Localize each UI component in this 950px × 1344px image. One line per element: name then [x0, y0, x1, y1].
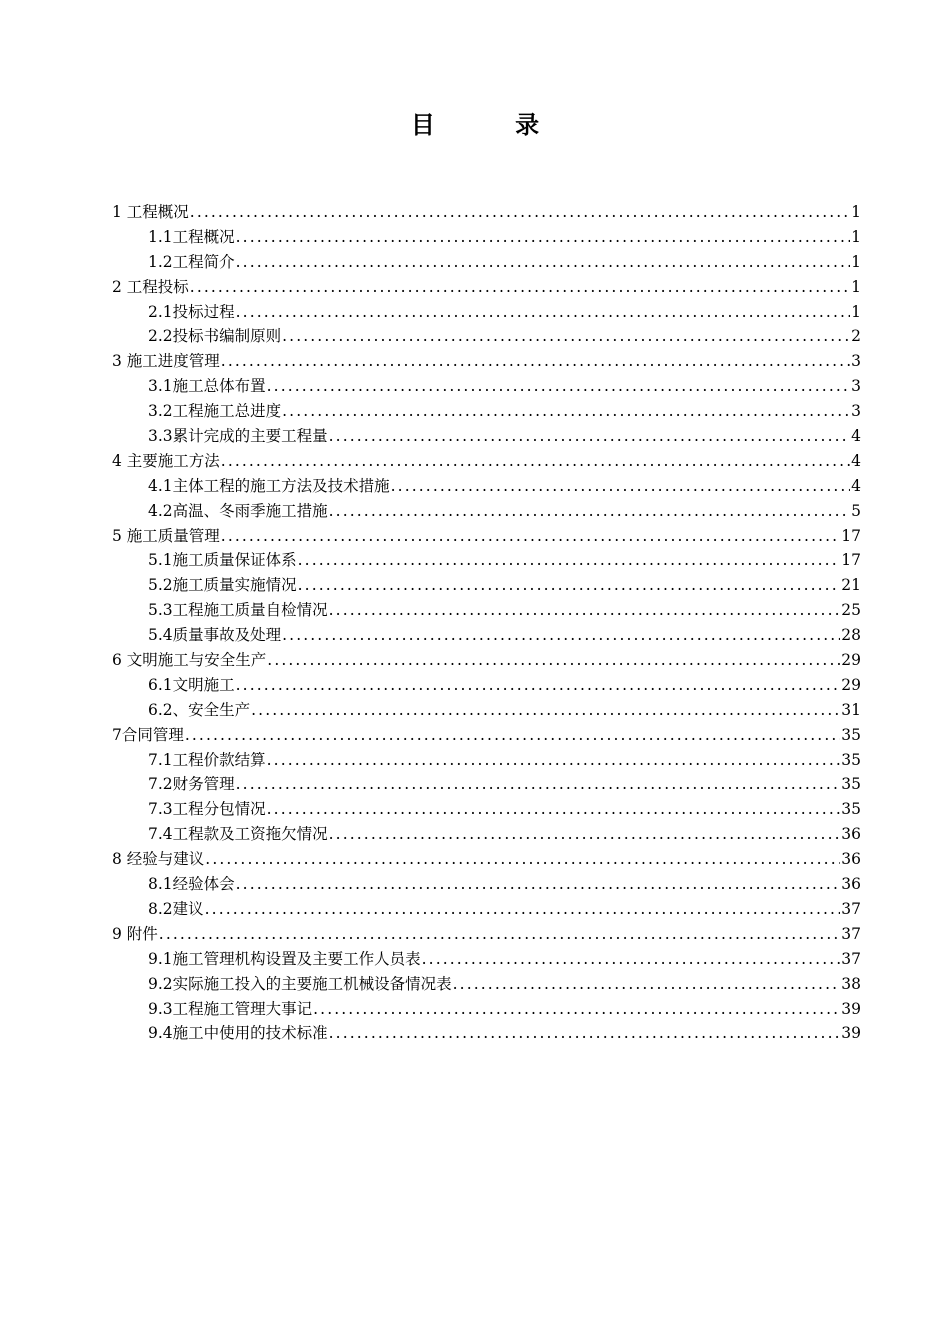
toc-entry-title: 8.2建议 — [148, 899, 204, 918]
toc-section-entry[interactable] — [112, 324, 861, 349]
toc-entry-title: 9.3工程施工管理大事记 — [148, 999, 313, 1018]
toc-section-entry[interactable] — [112, 474, 861, 499]
toc-page-number: 21 — [841, 576, 861, 595]
toc-entry-title: 7.3工程分包情况 — [148, 800, 266, 819]
toc-entry-title: 9.2实际施工投入的主要施工机械设备情况表 — [148, 974, 452, 993]
toc-entry-title: 5.4质量事故及处理 — [148, 626, 282, 645]
toc-section-entry[interactable] — [112, 623, 861, 648]
toc-section-entry[interactable] — [112, 300, 861, 325]
page-title: 目 录 — [410, 111, 576, 139]
toc-entry-title: 6 文明施工与安全生产 — [112, 651, 267, 670]
toc-section-entry[interactable] — [112, 748, 861, 773]
toc-section-entry[interactable] — [112, 673, 861, 698]
toc-page-number: 39 — [841, 1024, 861, 1043]
toc-dot-leader — [205, 897, 841, 922]
toc-dot-leader — [329, 822, 841, 847]
toc-entry-title: 1.2工程简介 — [148, 252, 235, 271]
toc-entry-title: 3.2工程施工总进度 — [148, 402, 282, 421]
toc-page-number: 25 — [841, 601, 861, 620]
toc-dot-leader — [282, 623, 840, 648]
toc-page-number: 38 — [841, 974, 861, 993]
toc-page-number: 36 — [841, 850, 861, 869]
toc-page-number: 28 — [841, 626, 861, 645]
table-of-contents — [112, 200, 861, 1046]
toc-page-number: 3 — [851, 377, 861, 396]
toc-entry-title: 1.1工程概况 — [148, 227, 235, 246]
toc-section-entry[interactable] — [112, 573, 861, 598]
toc-section-entry[interactable] — [112, 897, 861, 922]
toc-entry-title: 4 主要施工方法 — [112, 451, 220, 470]
toc-page-number: 17 — [841, 551, 861, 570]
toc-page-number: 29 — [841, 651, 861, 670]
toc-page-number: 36 — [841, 875, 861, 894]
toc-chapter-entry[interactable] — [112, 524, 861, 549]
toc-chapter-entry[interactable] — [112, 449, 861, 474]
toc-section-entry[interactable] — [112, 822, 861, 847]
toc-section-entry[interactable] — [112, 1021, 861, 1046]
toc-page-number: 5 — [851, 501, 861, 520]
toc-dot-leader — [236, 300, 850, 325]
toc-chapter-entry[interactable] — [112, 723, 861, 748]
toc-entry-title: 3.3累计完成的主要工程量 — [148, 427, 328, 446]
toc-dot-leader — [282, 399, 850, 424]
toc-page-number: 4 — [851, 451, 861, 470]
toc-page-number: 37 — [841, 899, 861, 918]
toc-dot-leader — [159, 922, 840, 947]
toc-dot-leader — [298, 573, 841, 598]
toc-entry-title: 1 工程概况 — [112, 203, 189, 221]
toc-dot-leader — [453, 972, 841, 997]
toc-chapter-entry[interactable] — [112, 847, 861, 872]
toc-page-number: 37 — [841, 924, 861, 943]
toc-dot-leader — [185, 723, 840, 748]
toc-entry-title: 5 施工质量管理 — [112, 526, 220, 545]
toc-entry-title: 5.1施工质量保证体系 — [148, 551, 297, 570]
toc-section-entry[interactable] — [112, 250, 861, 275]
toc-section-entry[interactable] — [112, 374, 861, 399]
toc-dot-leader — [221, 449, 850, 474]
toc-entry-title: 4.1主体工程的施工方法及技术措施 — [148, 476, 390, 495]
toc-page-number: 37 — [841, 949, 861, 968]
toc-section-entry[interactable] — [112, 772, 861, 797]
toc-entry-title: 7.2财务管理 — [148, 775, 235, 794]
toc-page-number: 1 — [851, 203, 861, 221]
toc-dot-leader — [190, 200, 850, 225]
toc-entry-title: 6.1文明施工 — [148, 675, 235, 694]
toc-section-entry[interactable] — [112, 499, 861, 524]
toc-chapter-entry[interactable] — [112, 648, 861, 673]
toc-dot-leader — [422, 947, 841, 972]
toc-section-entry[interactable] — [112, 548, 861, 573]
toc-entry-title: 5.3工程施工质量自检情况 — [148, 601, 328, 620]
toc-dot-leader — [236, 673, 841, 698]
toc-page-number: 4 — [851, 427, 861, 446]
toc-dot-leader — [236, 250, 850, 275]
toc-dot-leader — [329, 1021, 841, 1046]
toc-page-number: 4 — [851, 476, 861, 495]
toc-entry-title: 2.2投标书编制原则 — [148, 327, 282, 346]
toc-dot-leader — [221, 349, 850, 374]
toc-section-entry[interactable] — [112, 872, 861, 897]
toc-dot-leader — [251, 698, 840, 723]
toc-entry-title: 3 施工进度管理 — [112, 352, 220, 371]
toc-entry-title: 9 附件 — [112, 924, 158, 943]
toc-dot-leader — [329, 424, 850, 449]
toc-dot-leader — [313, 997, 840, 1022]
toc-page-number: 35 — [841, 800, 861, 819]
toc-entry-title: 4.2高温、冬雨季施工措施 — [148, 501, 328, 520]
toc-section-entry[interactable] — [112, 698, 861, 723]
toc-dot-leader — [298, 548, 841, 573]
toc-page-number: 36 — [841, 825, 861, 844]
toc-dot-leader — [236, 225, 850, 250]
toc-section-entry[interactable] — [112, 225, 861, 250]
toc-chapter-entry[interactable] — [112, 922, 861, 947]
toc-page-number: 1 — [851, 227, 861, 246]
toc-section-entry[interactable] — [112, 947, 861, 972]
toc-entry-title: 5.2施工质量实施情况 — [148, 576, 297, 595]
toc-dot-leader — [190, 275, 850, 300]
toc-dot-leader — [236, 772, 841, 797]
toc-page-number: 39 — [841, 999, 861, 1018]
toc-entry-title: 9.4施工中使用的技术标准 — [148, 1024, 328, 1043]
toc-dot-leader — [205, 847, 840, 872]
toc-entry-title: 3.1施工总体布置 — [148, 377, 266, 396]
toc-entry-title: 6.2、安全生产 — [148, 700, 251, 719]
toc-dot-leader — [267, 648, 840, 673]
toc-page-number: 35 — [841, 750, 861, 769]
toc-chapter-entry[interactable] — [112, 200, 861, 225]
toc-section-entry[interactable] — [112, 424, 861, 449]
toc-entry-title: 7.4工程款及工资拖欠情况 — [148, 825, 328, 844]
toc-page-number: 1 — [851, 277, 861, 296]
toc-entry-title: 8.1经验体会 — [148, 875, 235, 894]
toc-page-number: 2 — [851, 327, 861, 346]
toc-chapter-entry[interactable] — [112, 275, 861, 300]
toc-page-number: 31 — [841, 700, 861, 719]
toc-dot-leader — [221, 524, 840, 549]
toc-page-number: 1 — [851, 302, 861, 321]
toc-dot-leader — [282, 324, 850, 349]
toc-page-number: 3 — [851, 402, 861, 421]
toc-page-number: 35 — [841, 775, 861, 794]
toc-dot-leader — [391, 474, 850, 499]
toc-page-number: 35 — [841, 725, 861, 744]
toc-dot-leader — [267, 748, 841, 773]
toc-dot-leader — [236, 872, 841, 897]
toc-chapter-entry[interactable] — [112, 349, 861, 374]
toc-page-number: 29 — [841, 675, 861, 694]
toc-entry-title: 2.1投标过程 — [148, 302, 235, 321]
toc-section-entry[interactable] — [112, 997, 861, 1022]
toc-entry-title: 8 经验与建议 — [112, 850, 205, 869]
toc-page-number: 1 — [851, 252, 861, 271]
toc-page-number: 17 — [841, 526, 861, 545]
toc-dot-leader — [267, 797, 841, 822]
toc-section-entry[interactable] — [112, 399, 861, 424]
toc-entry-title: 7.1工程价款结算 — [148, 750, 266, 769]
toc-entry-title: 7合同管理 — [112, 725, 184, 744]
toc-entry-title: 9.1施工管理机构设置及主要工作人员表 — [148, 949, 421, 968]
toc-entry-title: 2 工程投标 — [112, 277, 189, 296]
toc-dot-leader — [329, 499, 850, 524]
toc-section-entry[interactable] — [112, 598, 861, 623]
toc-section-entry[interactable] — [112, 972, 861, 997]
toc-section-entry[interactable] — [112, 797, 861, 822]
toc-dot-leader — [267, 374, 850, 399]
toc-page-number: 3 — [851, 352, 861, 371]
toc-dot-leader — [329, 598, 841, 623]
